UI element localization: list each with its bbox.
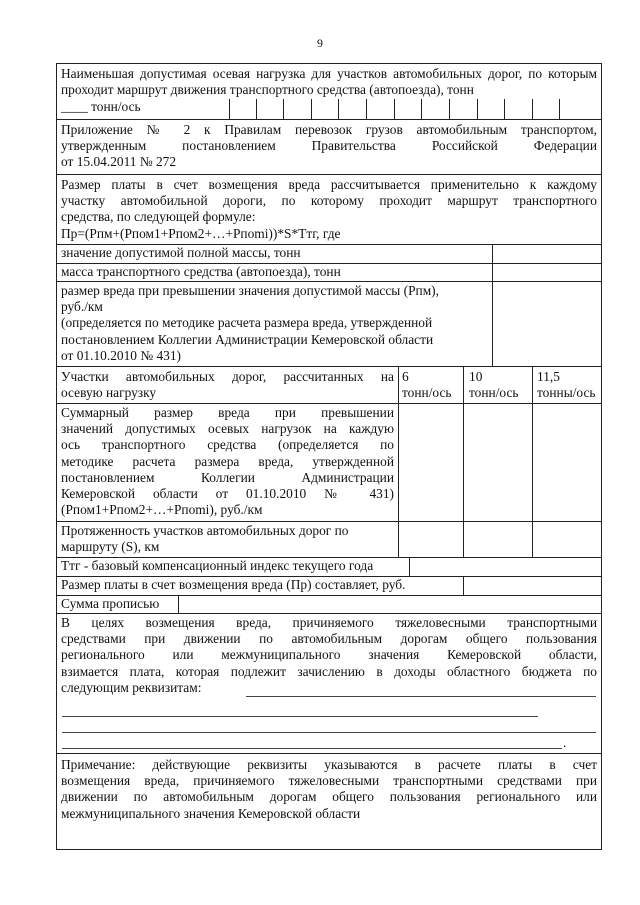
axle-col-value: 11,5 [537,369,560,384]
sections-label-line: осевую нагрузку [61,385,157,401]
axle-load-unit: ____ тонн/ось [61,99,141,114]
axle-col-11-5 [537,369,596,401]
appendix-block [56,122,602,171]
requisites-fill-line [62,748,562,749]
row-divider [56,281,602,282]
axle-load-text: Наименьшая допустимая осевая нагрузка для участков автомобильных дорог, по которым проходит маршрут движения транспортного средства (автопоезда), тонн [61,66,597,98]
purpose-line: регионального или межмуниципального значения Кемеровской области, [61,647,597,663]
damage-line: руб./км [61,299,103,315]
axle-grid-divider [229,99,230,119]
vehicle-mass-label: масса транспортного средства (автопоезда), тонн [61,264,341,279]
column-divider [463,576,464,595]
fee-calc-line: Размер платы в счет возмещения вреда рассчитывается применительно к каждому [61,177,597,192]
axle-col-value: 10 [469,369,483,384]
damage-line: размер вреда при превышении значения допустимой массы (Рпм), [61,283,439,298]
note-line: межмуниципального значения Кемеровской области [61,805,361,821]
column-divider [178,595,179,613]
appendix-line: Приложение № 2 к Правилам перевозок грузов автомобильным транспортом, [61,122,597,137]
damage-block [61,283,491,364]
damage-line: (определяется по методике расчета размера вреда, утвержденной [61,315,433,331]
axle-col-value: 6 [402,369,409,384]
axle-grid-divider [449,99,450,119]
appendix-line: утвержденным постановлением Правительства Российской Федерации [61,138,597,154]
axle-grid-divider [256,99,257,119]
purpose-line: средствами при движении по автомобильным дорогам общего пользования [61,631,597,647]
purpose-line: В целях возмещения вреда, причиняемого тяжеловесными транспортными [61,615,597,630]
axle-col-unit: тонн/ось [402,385,452,401]
axle-grid-divider [559,99,560,119]
fee-formula: Пр=(Рпм+(Рпом1+Рпом2+…+Рпоmi))*S*Tтг, где [61,225,341,241]
sections-label [61,369,394,401]
sections-label-line: Участки автомобильных дорог, рассчитанных на [61,369,394,384]
row-divider [56,403,602,404]
requisites-fill-line [62,716,538,717]
fee-calc-line: участку автомобильной дороги, по которому проходит маршрут транспортного [61,193,597,209]
purpose-line: следующим реквизитам: [61,679,202,695]
purpose-block [56,615,602,696]
sum-words-label: Сумма прописью [61,596,160,611]
axle-col-6 [402,369,452,401]
axle-grid-divider [532,99,533,119]
requisites-fill-line [246,696,596,697]
total-damage-block [61,405,394,518]
length-line: маршруту (S), км [61,539,160,555]
total-damage-line: Кемеровской области от 01.10.2010 № 431) [61,486,394,502]
row-divider [56,174,602,175]
column-divider [463,366,464,557]
note-line: Примечание: действующие реквизиты указываются в расчете платы в счет [61,757,597,772]
axle-grid-divider [477,99,478,119]
total-damage-line: постановлением Коллегии Администрации [61,469,394,485]
payment-row-label: Размер платы в счет возмещения вреда (Пр) составляет, руб. [61,577,406,592]
note-line: движении по автомобильным дорогам общего пользования регионального или [61,789,597,805]
requisites-fill-line [62,732,596,733]
row-divider [56,366,602,367]
requisites-end-mark: . [563,735,567,750]
note-line: возмещения вреда, причиняемого тяжеловесными транспортными средствами при [61,773,597,789]
axle-grid-divider [421,99,422,119]
appendix-line: от 15.04.2011 № 272 [61,154,177,170]
column-divider [532,366,533,557]
fee-calc-block [56,177,602,242]
axle-col-unit: тонны/ось [537,385,596,401]
axle-grid-divider [394,99,395,119]
axle-col-unit: тонн/ось [469,385,519,401]
damage-line: постановлением Коллегии Администрации Кемеровской области [61,331,434,347]
axle-col-10 [469,369,519,401]
total-damage-line: ось транспортного средства (определяется по [61,437,394,453]
index-row-label: Tтг - базовый компенсационный индекс текущего года [61,558,374,573]
row-divider [56,753,602,754]
axle-grid-divider [366,99,367,119]
purpose-line: взимается плата, которая подлежит зачислению в доходы областного бюджета по [61,663,597,679]
column-divider [409,557,410,576]
max-mass-label: значение допустимой полной массы, тонн [61,245,301,260]
total-damage-line: Суммарный размер вреда при превышении [61,405,394,420]
page-number: 9 [317,36,323,50]
axle-grid-divider [504,99,505,119]
axle-grid-divider [338,99,339,119]
note-block [56,757,602,822]
length-line: Протяженность участков автомобильных дорог по [61,523,349,538]
damage-line: от 01.10.2010 № 431) [61,347,181,363]
total-damage-line: значений допустимых осевых нагрузок на каждую [61,421,394,437]
fee-calc-line: средства, по следующей формуле: [61,209,256,225]
length-block [61,523,394,555]
axle-grid-divider [311,99,312,119]
row-divider [56,521,602,522]
total-damage-line: методике расчета размера вреда, утвержденной [61,453,394,469]
row-divider [56,119,602,120]
column-divider [398,366,399,557]
axle-load-block [56,66,602,98]
row-divider [56,613,602,614]
total-damage-line: (Рпом1+Рпом2+…+Рпоmi), руб./км [61,502,263,518]
axle-grid-divider [283,99,284,119]
